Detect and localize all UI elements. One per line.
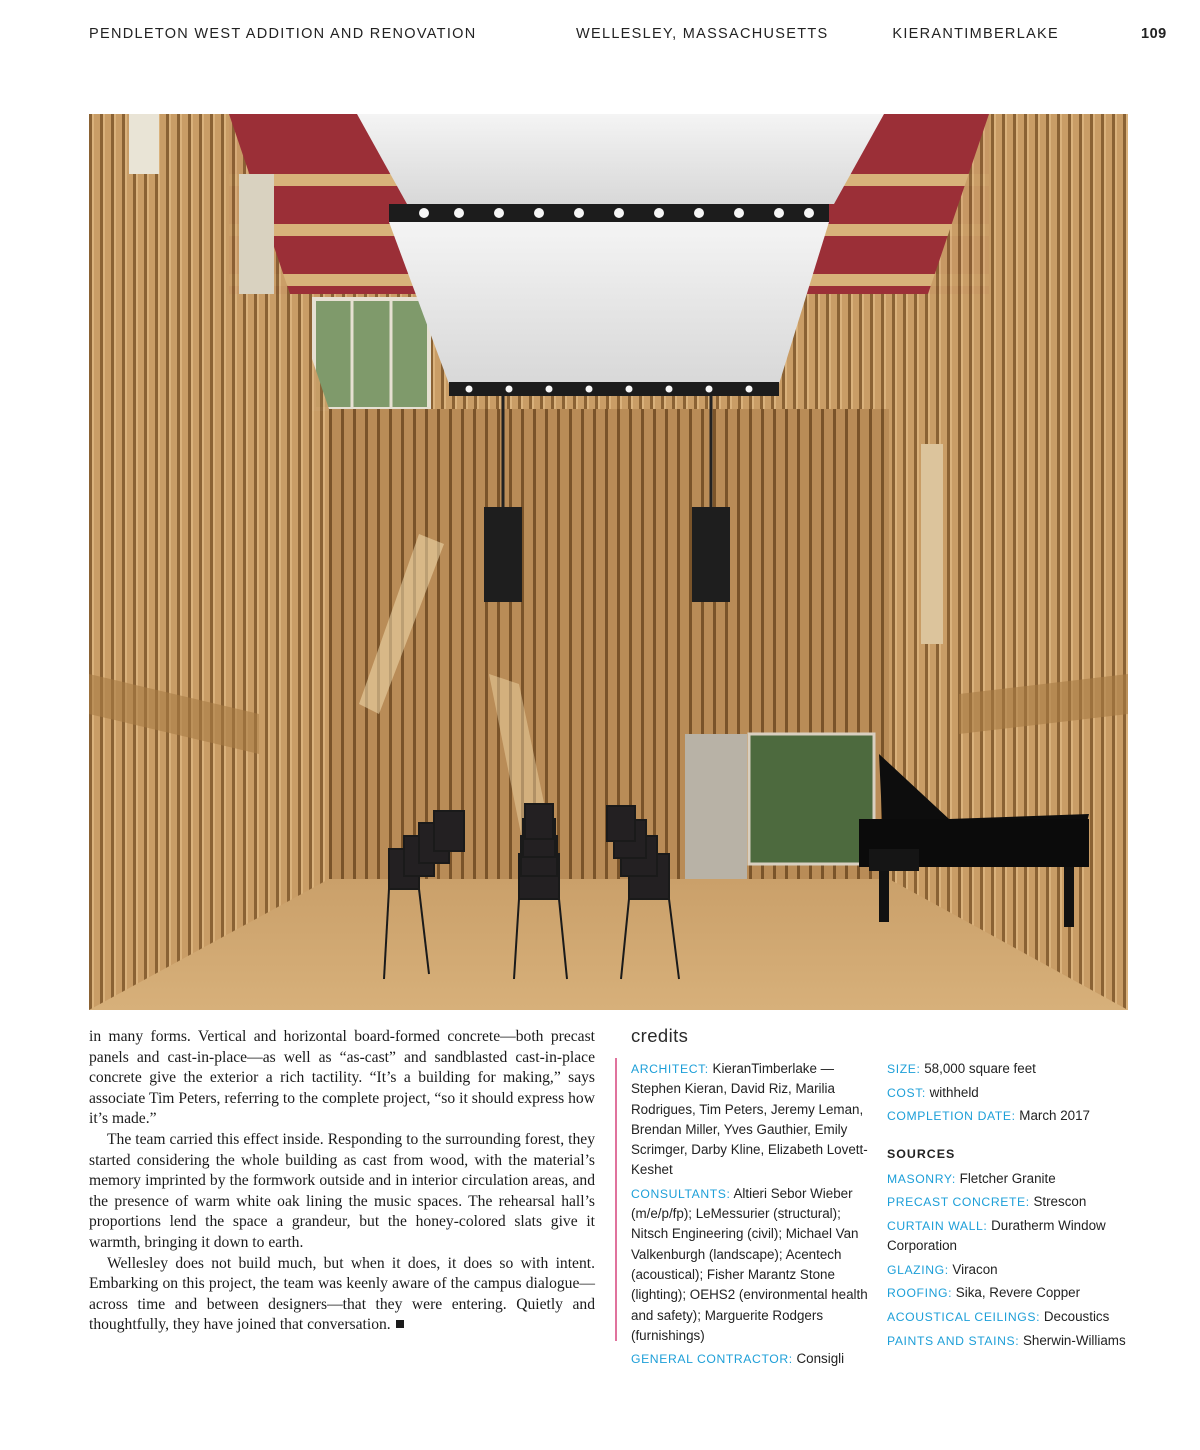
source-value: Decoustics [1043,1309,1110,1325]
source-label: GLAZING: [887,1262,949,1277]
source-value: Sherwin-Williams [1022,1332,1126,1348]
source-label: MASONRY: [887,1171,956,1186]
source-item [887,1283,1137,1303]
article-paragraph: The team carried this effect inside. Responding to the surrounding forest, they started considering the whole building as cast from wood, with the material’s memory imprinted by the formwork outside and in interior circulation areas, and the presence of warm white oak lining the music spaces. The rehearsal hall’s proportions lend the space a grandeur, but the honey-colored slats give it warmth, bringing it down to earth. [89,1130,595,1251]
credit-label: SIZE: [887,1062,921,1076]
credits-divider [615,1058,617,1341]
end-of-article-mark [396,1320,404,1328]
source-value: Duratherm Window Corporation [887,1217,1106,1254]
credit-value: 58,000 square feet [924,1061,1036,1076]
source-item [887,1216,1137,1257]
credit-value: KieranTimberlake — Stephen Kieran, David Riz, Marilia Rodrigues, Tim Peters, Jeremy Leman, Brendan Miller, Yves Gauthier, Emily Scrimger, Darby Kline, Elizabeth Lovett-Keshet [631,1061,868,1178]
credit-cost [887,1083,1137,1103]
source-label: PRECAST CONCRETE: [887,1195,1030,1210]
source-label: ROOFING: [887,1286,953,1301]
credit-label: GENERAL CONTRACTOR: [631,1352,793,1367]
running-head-location: WELLESLEY, MASSACHUSETTS [576,26,829,42]
source-item [887,1307,1137,1327]
running-head [0,26,1200,46]
running-head-architect: KIERANTIMBERLAKE [892,26,1059,42]
source-item [887,1260,1137,1280]
source-value: Viracon [952,1261,998,1277]
source-item [887,1331,1137,1351]
page-number: 109 [1141,26,1167,42]
source-label: CURTAIN WALL: [887,1218,988,1233]
credit-size [887,1059,1137,1079]
credits-column-right [887,1059,1137,1354]
credit-label: ARCHITECT: [631,1062,709,1076]
article-paragraph: Wellesley does not build much, but when it does, it does so with intent. Embarking on this project, the team was keenly aware of the campus dialogue—across time and between designers—that they were entering. Quietly and thoughtfully, they have joined that conversation. [89,1254,595,1334]
credits-heading: credits [631,1025,689,1046]
source-item [887,1169,1137,1189]
sources-heading: SOURCES [887,1147,956,1162]
credit-label: CONSULTANTS: [631,1186,731,1201]
credit-value: March 2017 [1019,1108,1091,1124]
credit-value: Altieri Sebor Wieber (m/e/p/fp); LeMessurier (structural); Nitsch Engineering (civil); Michael Van Valkenburgh (landscape); Acentech (acoustical); Fisher Marantz Stone (lighting); OEHS2 (environmental health and safety); Marguerite Rodgers (furnishings) [631,1185,868,1343]
credit-architect [631,1059,876,1181]
source-value: Sika, Revere Copper [955,1285,1081,1301]
article-paragraph: in many forms. Vertical and horizontal board-formed concrete—both precast panels and cast-in-place—as well as “as-cast” and sandblasted cast-in-place concrete give the exterior a rich tactility. “It’s a building for making,” says associate Tim Peters, referring to the complete project, “so it should express how it’s made.” [89,1028,595,1128]
source-label: PAINTS AND STAINS: [887,1333,1020,1348]
credits-column-left [631,1059,876,1372]
credit-value: Consigli [796,1351,845,1367]
credit-general-contractor [631,1349,876,1369]
credit-consultants [631,1184,876,1346]
source-value: Strescon [1033,1194,1087,1210]
credit-label: COST: [887,1085,926,1100]
source-label: ACOUSTICAL CEILINGS: [887,1310,1041,1325]
running-head-title: PENDLETON WEST ADDITION AND RENOVATION [89,26,477,42]
source-item [887,1192,1137,1212]
credit-label: COMPLETION DATE: [887,1109,1016,1124]
rehearsal-hall-photo [89,114,1128,1010]
credit-value: withheld [929,1084,979,1100]
source-value: Fletcher Granite [959,1170,1056,1186]
credit-completion-date [887,1106,1137,1126]
article-body [89,1027,595,1336]
